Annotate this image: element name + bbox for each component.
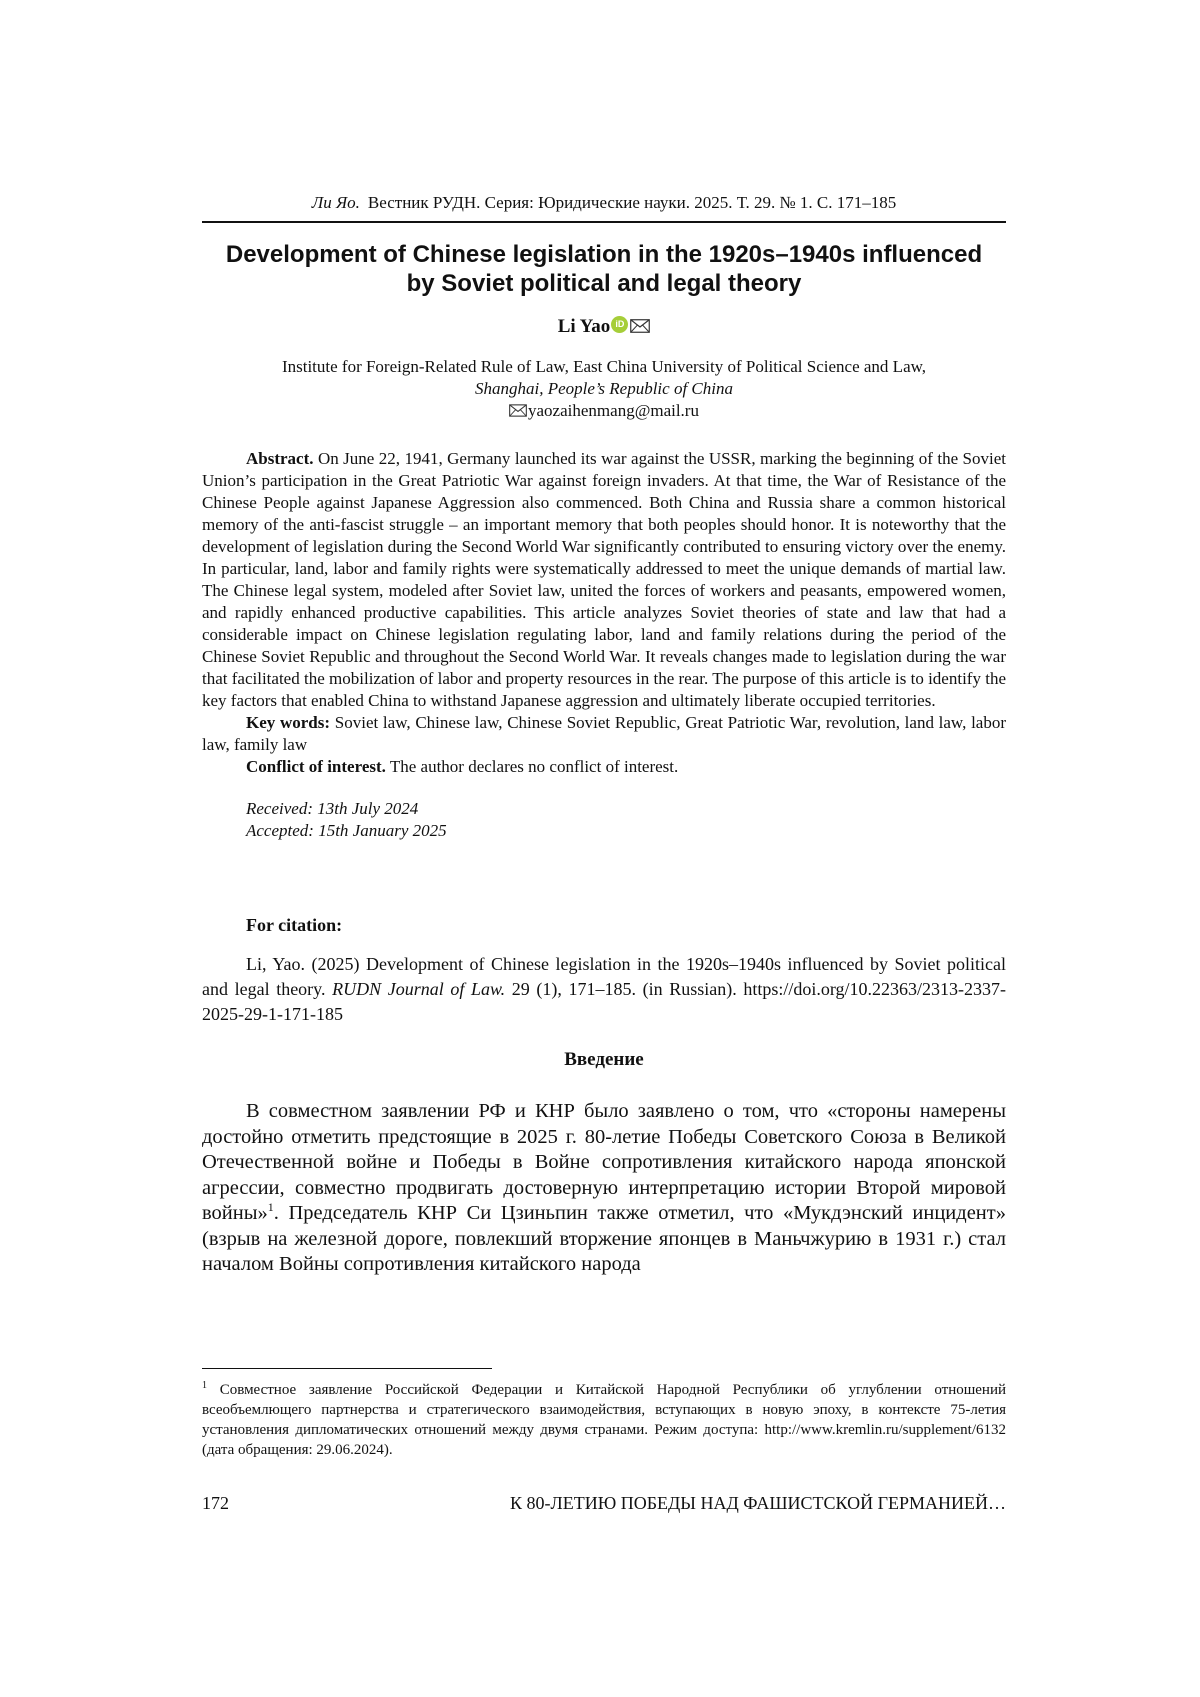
abstract-label: Abstract. <box>246 449 314 468</box>
received-date: Received: 13th July 2024 <box>246 799 419 818</box>
orcid-icon[interactable]: iD <box>611 316 628 333</box>
header-rule <box>202 221 1006 223</box>
citation-text <box>202 952 1006 1027</box>
conflict-text: The author declares no conflict of interest. <box>389 757 679 776</box>
citation-part-2[interactable]: 29 (1), 171–185. (in Russian). https://doi.org/10.22363/2313-2337-2025-29-1-171-185 <box>202 979 1007 1024</box>
body-text-part-2: . Председатель КНР Си Цзиньпин также отметил, что «Мукдэнский инцидент» (взрыв на железной дороге, повлекший вторжение японцев в Маньчжурию в 1931 г.) стал началом Войны сопротивления китайского народа <box>202 1202 1006 1275</box>
conflict-paragraph <box>202 756 1006 778</box>
citation-part-1: Li, Yao. (2025) Development of Chinese legislation in the 1920s–1940s influenced by Soviet political and legal theory. <box>202 954 1006 999</box>
abstract-paragraph <box>202 448 1006 712</box>
affiliation <box>202 356 1006 422</box>
body-paragraph <box>202 1099 1006 1278</box>
footnote-ref[interactable]: 1 <box>267 1200 274 1215</box>
institution: Institute for Foreign-Related Rule of Law, East China University of Political Science and Law, <box>281 357 927 376</box>
footnote-number: 1 <box>202 1380 207 1391</box>
body-text-part-1: В совместном заявлении РФ и КНР было заявлено о том, что «стороны намерены достойно отметить предстоящие в 2025 г. 80-летие Победы Советского Союза в Великой Отечественной войне и Победы в Войне сопротивления китайского народа японской агрессии, совместно продвигать достоверную интерпретацию истории Второй мировой войны» <box>202 1100 1006 1224</box>
author-email[interactable] <box>202 400 1006 422</box>
footnote-rule <box>202 1368 492 1369</box>
abstract-block <box>202 448 1006 842</box>
citation-journal: RUDN Journal of Law. <box>332 979 506 999</box>
running-footer: К 80-ЛЕТИЮ ПОБЕДЫ НАД ФАШИСТСКОЙ ГЕРМАНИЕЙ… <box>510 1493 1006 1513</box>
keywords-paragraph <box>202 712 1006 756</box>
header-journal: Вестник РУДН. Серия: Юридические науки. 2025. Т. 29. № 1. С. 171–185 <box>367 193 897 212</box>
conflict-label: Conflict of interest. <box>246 757 386 776</box>
title-line-1: Development of Chinese legislation in the 1920s–1940s influenced <box>225 241 983 268</box>
section-heading: Введение <box>564 1049 644 1070</box>
abstract-text: On June 22, 1941, Germany launched its war against the USSR, marking the beginning of the Soviet Union’s participation in the Great Patriotic War against foreign invaders. At that time, the War of Resistance of the Chinese People against Japanese Aggression also commenced. Both China and Russia share a common historical memory of the anti-fascist struggle – an important memory that both peoples should honor. It is noteworthy that the development of legislation during the Second World War significantly contributed to ensuring victory over the enemy. In particular, land, labor and family rights were systematically addressed to meet the unique demands of martial law. The Chinese legal system, modeled after Soviet law, united the forces of workers and peasants, empowered women, and rapidly enhanced productive capabilities. This article analyzes Soviet theories of state and law that had a considerable impact on Chinese legislation regulating labor, land and family relations during the period of the Chinese Soviet Republic and throughout the Second World War. It reveals changes made to legislation during the war that facilitated the mobilization of labor and property resources in the rear. The purpose of this article is to identify the key factors that enabled China to withstand Japanese aggression and ultimately liberate occupied territories. <box>202 449 1006 710</box>
author-line <box>202 315 1006 339</box>
body-text <box>202 1099 1006 1278</box>
title-line-2: by Soviet political and legal theory <box>406 270 802 297</box>
affiliation-city: Shanghai, People’s Republic of China <box>475 379 733 398</box>
running-header <box>202 192 1006 214</box>
footnote <box>202 1380 1006 1460</box>
keywords-text: Soviet law, Chinese law, Chinese Soviet Republic, Great Patriotic War, revolution, land law, labor law, family law <box>202 713 1006 754</box>
header-author: Ли Яо. <box>311 193 360 212</box>
envelope-icon[interactable] <box>630 319 650 333</box>
citation-heading: For citation: <box>246 915 343 935</box>
article-dates <box>202 798 1006 842</box>
accepted-date: Accepted: 15th January 2025 <box>246 821 447 840</box>
author-name: Li Yao <box>557 316 611 337</box>
email-address[interactable]: yaozaihenmang@mail.ru <box>528 401 699 420</box>
page-number: 172 <box>202 1493 229 1513</box>
citation-block <box>202 952 1006 1027</box>
keywords-label: Key words: <box>246 713 331 732</box>
article-title <box>202 240 1006 298</box>
footnote-text: Совместное заявление Российской Федерации и Китайской Народной Республики об углублении отношений всеобъемлющего партнерства и стратегического взаимодействия, вступающих в новую эпоху, в контексте 75-летия установления дипломатических отношений между двумя странами. Режим доступа: http://www.kremlin.ru/supplement/6132 (дата обращения: 29.06.2024). <box>202 1382 1007 1458</box>
envelope-icon <box>509 404 527 417</box>
